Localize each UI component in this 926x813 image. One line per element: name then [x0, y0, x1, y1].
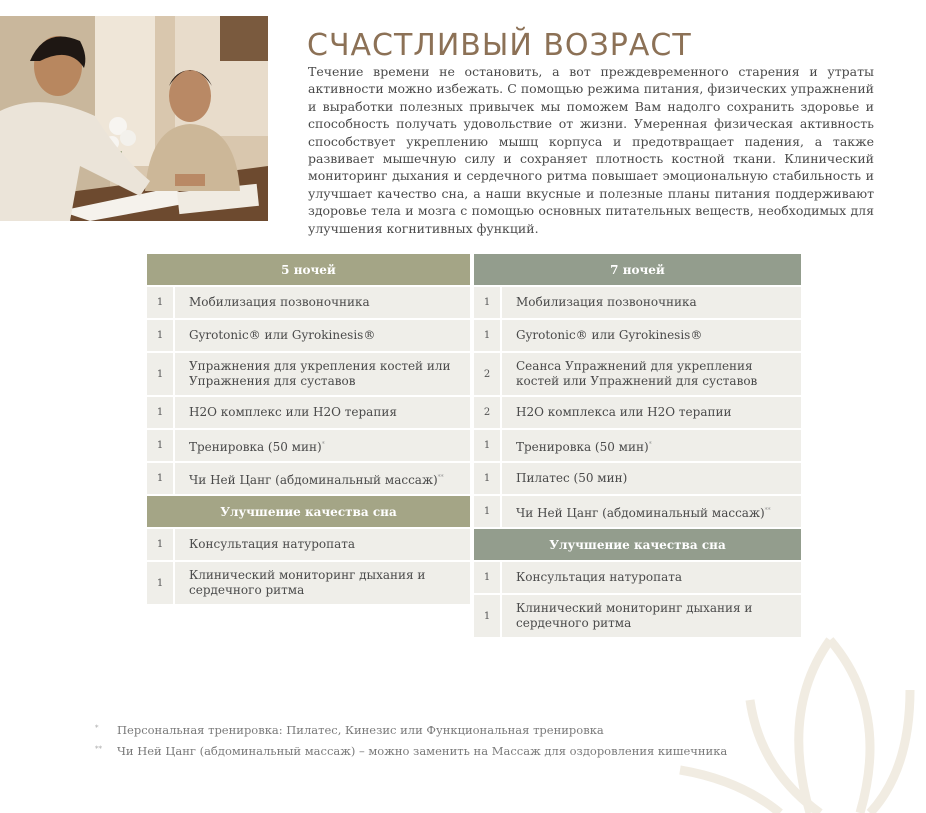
quantity-cell: 2	[474, 397, 502, 428]
footnote	[95, 744, 727, 765]
quantity-cell: 1	[147, 562, 175, 604]
table-row	[474, 496, 801, 527]
item-cell	[502, 287, 801, 318]
table-row	[474, 463, 801, 494]
item-cell	[502, 353, 801, 395]
plan-header-label: 5 ночей	[147, 254, 470, 285]
table-row	[147, 320, 470, 351]
table-row	[474, 562, 801, 593]
quantity-cell: 1	[474, 496, 502, 527]
quantity-cell: 1	[474, 287, 502, 318]
quantity-cell: 1	[474, 595, 502, 637]
table-row	[474, 353, 801, 395]
item-cell	[175, 397, 470, 428]
footnotes	[95, 723, 727, 765]
item-cell	[175, 463, 470, 494]
item-cell	[502, 397, 801, 428]
table-row	[474, 320, 801, 351]
quantity-cell: 1	[147, 397, 175, 428]
item-cell	[502, 463, 801, 494]
item-text: Чи Ней Цанг (абдоминальный массаж)	[189, 472, 438, 487]
item-text: Сеанса Упражнений для укрепления костей или Упражнений для суставов	[516, 359, 758, 388]
quantity-cell: 1	[147, 320, 175, 351]
table-row	[147, 287, 470, 318]
footnote-reference: **	[764, 506, 771, 514]
item-text: H2O комплекса или H2O терапии	[516, 405, 732, 419]
item-cell	[175, 320, 470, 351]
page-title: СЧАСТЛИВЫЙ ВОЗРАСТ	[307, 28, 692, 64]
quantity-cell: 1	[147, 529, 175, 560]
table-row	[474, 287, 801, 318]
footnote-reference: *	[648, 440, 652, 448]
quantity-cell: 1	[147, 430, 175, 461]
quantity-cell: 1	[474, 430, 502, 461]
item-text: Мобилизация позвоночника	[516, 295, 697, 309]
sleep-section-header	[147, 496, 470, 527]
item-cell	[175, 562, 470, 604]
plan-header	[147, 254, 470, 285]
plan-5-nights-table	[147, 252, 470, 606]
lotus-watermark-icon	[660, 620, 926, 813]
quantity-cell: 2	[474, 353, 502, 395]
sleep-section-header-label: Улучшение качества сна	[474, 529, 801, 560]
item-cell	[175, 529, 470, 560]
item-text: Упражнения для укрепления костей или Упражнения для суставов	[189, 359, 451, 388]
item-text: Клинический мониторинг дыхания и сердечного ритма	[516, 601, 753, 630]
item-text: H2O комплекс или H2O терапия	[189, 405, 397, 419]
table-row	[147, 430, 470, 461]
item-text: Консультация натуропата	[189, 537, 356, 551]
item-cell	[502, 320, 801, 351]
item-text: Тренировка (50 мин)	[516, 439, 649, 454]
table-row	[147, 397, 470, 428]
table-row	[474, 397, 801, 428]
consultation-photo	[0, 16, 268, 221]
item-text: Пилатес (50 мин)	[516, 471, 628, 485]
item-cell	[502, 562, 801, 593]
item-text: Чи Ней Цанг (абдоминальный массаж)	[516, 505, 765, 520]
footnote-reference: *	[321, 440, 325, 448]
quantity-cell: 1	[474, 562, 502, 593]
table-row	[147, 562, 470, 604]
plan-header-label: 7 ночей	[474, 254, 801, 285]
table-row	[147, 463, 470, 494]
plan-header	[474, 254, 801, 285]
item-cell	[502, 496, 801, 527]
footnote-mark: **	[95, 745, 102, 753]
quantity-cell: 1	[147, 353, 175, 395]
table-row	[147, 353, 470, 395]
quantity-cell: 1	[147, 287, 175, 318]
footnote-text: Персональная тренировка: Пилатес, Кинезис или Функциональная тренировка	[117, 723, 604, 737]
item-text: Gyrotonic® или Gyrokinesis®	[189, 328, 376, 342]
footnote-mark: *	[95, 724, 99, 732]
sleep-section-header	[474, 529, 801, 560]
quantity-cell: 1	[474, 463, 502, 494]
item-cell	[175, 287, 470, 318]
table-row	[147, 529, 470, 560]
item-cell	[175, 430, 470, 461]
footnote-reference: **	[437, 473, 444, 481]
item-cell	[175, 353, 470, 395]
intro-paragraph: Течение времени не остановить, а вот преждевременного старения и утраты активности можно избежать. С помощью режима питания, физических упражнений и выработки полезных привычек мы поможем Вам надолго сохранить здоровье и способность получать удовольствие от жизни. Умеренная физическая активность способствует укреплению мышц корпуса и предотвращает падения, а также развивает мышечную силу и сохраняет плотность костной ткани. Клинический мониторинг дыхания и сердечного ритма повышает эмоциональную стабильность и улучшает качество сна, а наши вкусные и полезные планы питания поддерживают здоровье тела и мозга с помощью основных питательных веществ, необходимых для улучшения когнитивных функций.	[308, 64, 874, 236]
plan-7-nights-table	[474, 252, 801, 639]
footnote-text: Чи Ней Цанг (абдоминальный массаж) – можно заменить на Массаж для оздоровления кишечника	[117, 744, 728, 758]
item-text: Тренировка (50 мин)	[189, 439, 322, 454]
item-text: Клинический мониторинг дыхания и сердечного ритма	[189, 568, 426, 597]
sleep-section-header-label: Улучшение качества сна	[147, 496, 470, 527]
item-text: Мобилизация позвоночника	[189, 295, 370, 309]
item-text: Консультация натуропата	[516, 570, 683, 584]
table-row	[474, 430, 801, 461]
footnote	[95, 723, 727, 744]
quantity-cell: 1	[474, 320, 502, 351]
quantity-cell: 1	[147, 463, 175, 494]
item-cell	[502, 430, 801, 461]
item-text: Gyrotonic® или Gyrokinesis®	[516, 328, 703, 342]
